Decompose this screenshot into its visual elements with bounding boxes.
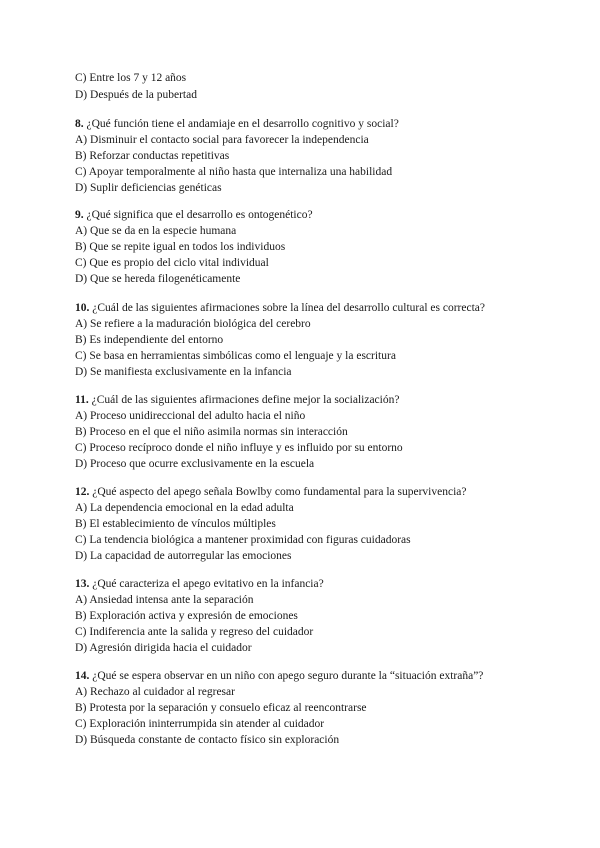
option-item: D) Se manifiesta exclusivamente en la infancia [75, 366, 292, 378]
question-number: 13. [75, 578, 90, 590]
option-item: C) Entre los 7 y 12 años [75, 72, 187, 84]
option-item: B) Es independiente del entorno [75, 334, 224, 346]
option-item: A) Proceso unidireccional del adulto hacia el niño [75, 410, 306, 422]
option-item: C) Que es propio del ciclo vital individual [75, 257, 269, 269]
option-item: C) Apoyar temporalmente al niño hasta que internaliza una habilidad [75, 166, 393, 178]
option-item: B) Exploración activa y expresión de emociones [75, 610, 298, 622]
question-text: ¿Qué significa que el desarrollo es ontogenético? [86, 209, 313, 221]
question-number: 11. [75, 394, 89, 406]
option-item: B) Que se repite igual en todos los individuos [75, 241, 286, 253]
question-number: 14. [75, 670, 90, 682]
option-item: D) La capacidad de autorregular las emociones [75, 550, 292, 562]
option-item: D) Que se hereda filogenéticamente [75, 273, 241, 285]
option-item: A) Rechazo al cuidador al regresar [75, 686, 235, 698]
question-text: ¿Qué función tiene el andamiaje en el desarrollo cognitivo y social? [86, 118, 399, 130]
question-text: ¿Qué caracteriza el apego evitativo en la infancia? [92, 578, 324, 590]
option-item: B) Proceso en el que el niño asimila normas sin interacción [75, 426, 348, 438]
option-item: D) Proceso que ocurre exclusivamente en la escuela [75, 458, 315, 470]
option-item: C) Se basa en herramientas simbólicas como el lenguaje y la escritura [75, 350, 396, 362]
question-number: 10. [75, 302, 90, 314]
option-item: A) Ansiedad intensa ante la separación [75, 594, 254, 606]
option-item: A) Que se da en la especie humana [75, 225, 237, 237]
question-8 [75, 116, 399, 132]
option-item: A) Disminuir el contacto social para favorecer la independencia [75, 134, 369, 146]
question-text: ¿Cuál de las siguientes afirmaciones sobre la línea del desarrollo cultural es correcta? [92, 302, 486, 314]
question-11 [75, 392, 399, 408]
option-item: D) Búsqueda constante de contacto físico sin exploración [75, 734, 340, 746]
question-12 [75, 484, 467, 500]
question-text: ¿Qué se espera observar en un niño con apego seguro durante la “situación extraña”? [92, 670, 484, 682]
option-item: B) Reforzar conductas repetitivas [75, 150, 230, 162]
option-item: C) Proceso recíproco donde el niño influye y es influido por su entorno [75, 442, 403, 454]
option-item: D) Después de la pubertad [75, 89, 197, 101]
option-item: C) Exploración ininterrumpida sin atender al cuidador [75, 718, 325, 730]
option-item: B) El establecimiento de vínculos múltiples [75, 518, 276, 530]
question-14 [75, 668, 483, 684]
question-10 [75, 300, 485, 316]
question-text: ¿Qué aspecto del apego señala Bowlby como fundamental para la supervivencia? [92, 486, 467, 498]
question-number: 8. [75, 118, 84, 130]
option-item: C) La tendencia biológica a mantener proximidad con figuras cuidadoras [75, 534, 411, 546]
question-number: 12. [75, 486, 90, 498]
option-item: C) Indiferencia ante la salida y regreso del cuidador [75, 626, 314, 638]
question-number: 9. [75, 209, 84, 221]
option-item: D) Suplir deficiencias genéticas [75, 182, 222, 194]
option-item: D) Agresión dirigida hacia el cuidador [75, 642, 252, 654]
question-9 [75, 207, 313, 223]
question-text: ¿Cuál de las siguientes afirmaciones define mejor la socialización? [91, 394, 400, 406]
question-13 [75, 576, 324, 592]
option-item: B) Protesta por la separación y consuelo eficaz al reencontrarse [75, 702, 367, 714]
option-item: A) La dependencia emocional en la edad adulta [75, 502, 294, 514]
option-item: A) Se refiere a la maduración biológica del cerebro [75, 318, 311, 330]
